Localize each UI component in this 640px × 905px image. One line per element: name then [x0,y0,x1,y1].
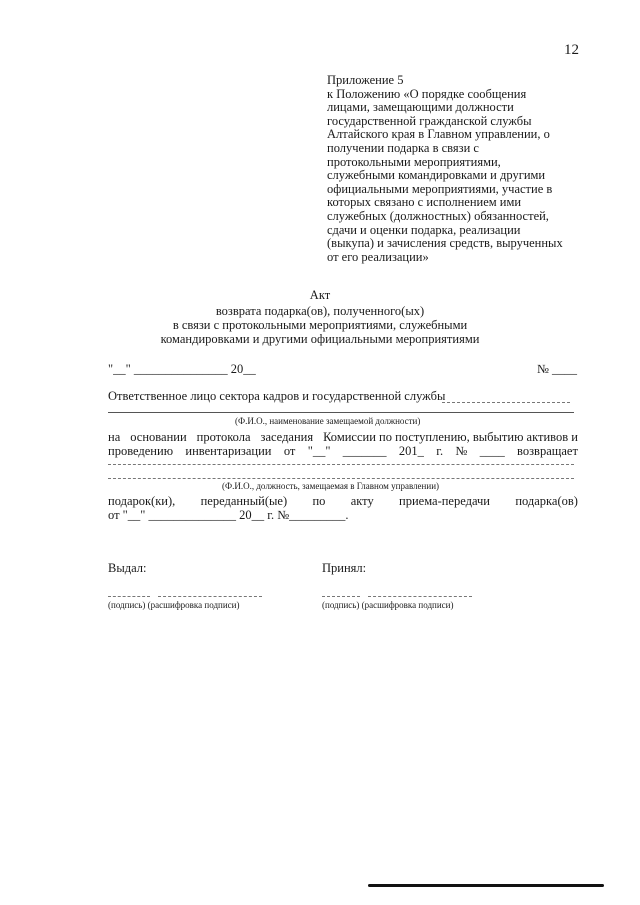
gifts-word: подарок(ки), [108,494,176,508]
issued-by-label: Выдал: [108,561,147,575]
returner-name-line [108,478,574,479]
basis-word: от [283,444,296,458]
appendix-line: от его реализации» [327,249,429,264]
act-title-line: командировками и другими официальными мероприятиями [160,332,480,346]
basis-word: г. [436,444,444,458]
responsible-position-line [108,412,574,413]
appendix-line: государственной гражданской службы [327,113,532,128]
act-title-line: в связи с протокольными мероприятиями, служебными [172,318,468,332]
appendix-line: Приложение 5 [327,73,404,87]
gifts-line-2: от "__" ______________ 20__ г. №_________. [108,508,349,522]
act-title-line: возврата подарка(ов), полученного(ых) [215,304,425,318]
issued-name-line [158,596,262,597]
issued-signature-line [108,596,150,597]
appendix-line: которых связано с исполнением ими [327,195,522,210]
basis-word: возвращает [517,444,578,458]
act-number: № ____ [537,362,578,376]
basis-word: № [455,444,468,458]
appendix-line: получении подарка в связи с [327,140,479,155]
basis-word: 201_ [398,444,424,458]
appendix-line: (выкупа) и зачисления средств, вырученных [327,236,563,251]
basis-word: Комиссии по поступлению, выбытию активов и [323,430,578,444]
responsible-name-line [442,402,570,403]
gifts-word: подарка(ов) [515,494,578,508]
basis-word: проведению [108,444,174,458]
responsible-caption: (Ф.И.О., наименование замещаемой должности) [235,416,421,426]
basis-word: протокола [196,430,251,444]
appendix-line: служебными командировками и другими [327,168,546,183]
basis-word: _______ [342,444,387,458]
act-title [0,288,640,346]
basis-word: на [108,430,121,444]
gifts-word: по [312,494,326,508]
basis-word: заседания [260,430,314,444]
appendix-line: Алтайского края в Главном управлении, о [327,127,550,142]
appendix-line: протокольными мероприятиями, [327,154,501,169]
appendix-line: лицами, замещающими должности [327,100,514,115]
gifts-line-1 [108,494,578,509]
basis-line-2 [108,444,578,459]
appendix-line: к Положению «О порядке сообщения [327,86,527,101]
basis-word: инвентаризации [185,444,272,458]
scan-edge-mark [368,884,604,887]
returner-name-line [108,464,574,465]
appendix-line: служебных (должностных) обязанностей, [327,208,549,223]
appendix-header [327,74,589,264]
received-by-label: Принял: [322,561,367,575]
basis-line-1 [108,430,578,445]
act-date: "__" _______________ 20__ [108,362,256,376]
basis-word: основании [130,430,187,444]
appendix-line: официальными мероприятиями, участие в [327,181,553,196]
issued-signature-caption: (подпись) (расшифровка подписи) [108,600,240,610]
gifts-word: акту [350,494,374,508]
received-name-line [368,596,472,597]
page-number: 12 [564,42,579,58]
responsible-person-label: Ответственное лицо сектора кадров и государственной службы [108,389,446,403]
returner-caption: (Ф.И.О., должность, замещаемая в Главном управлении) [222,481,440,491]
received-signature-line [322,596,360,597]
act-title-line: Акт [309,288,331,302]
received-signature-caption: (подпись) (расшифровка подписи) [322,600,454,610]
gifts-word: переданный(ые) [200,494,288,508]
appendix-line: сдачи и оценки подарка, реализации [327,222,521,237]
basis-word: ____ [479,444,505,458]
gifts-word: приема-передачи [399,494,490,508]
basis-word: "__" [307,444,331,458]
